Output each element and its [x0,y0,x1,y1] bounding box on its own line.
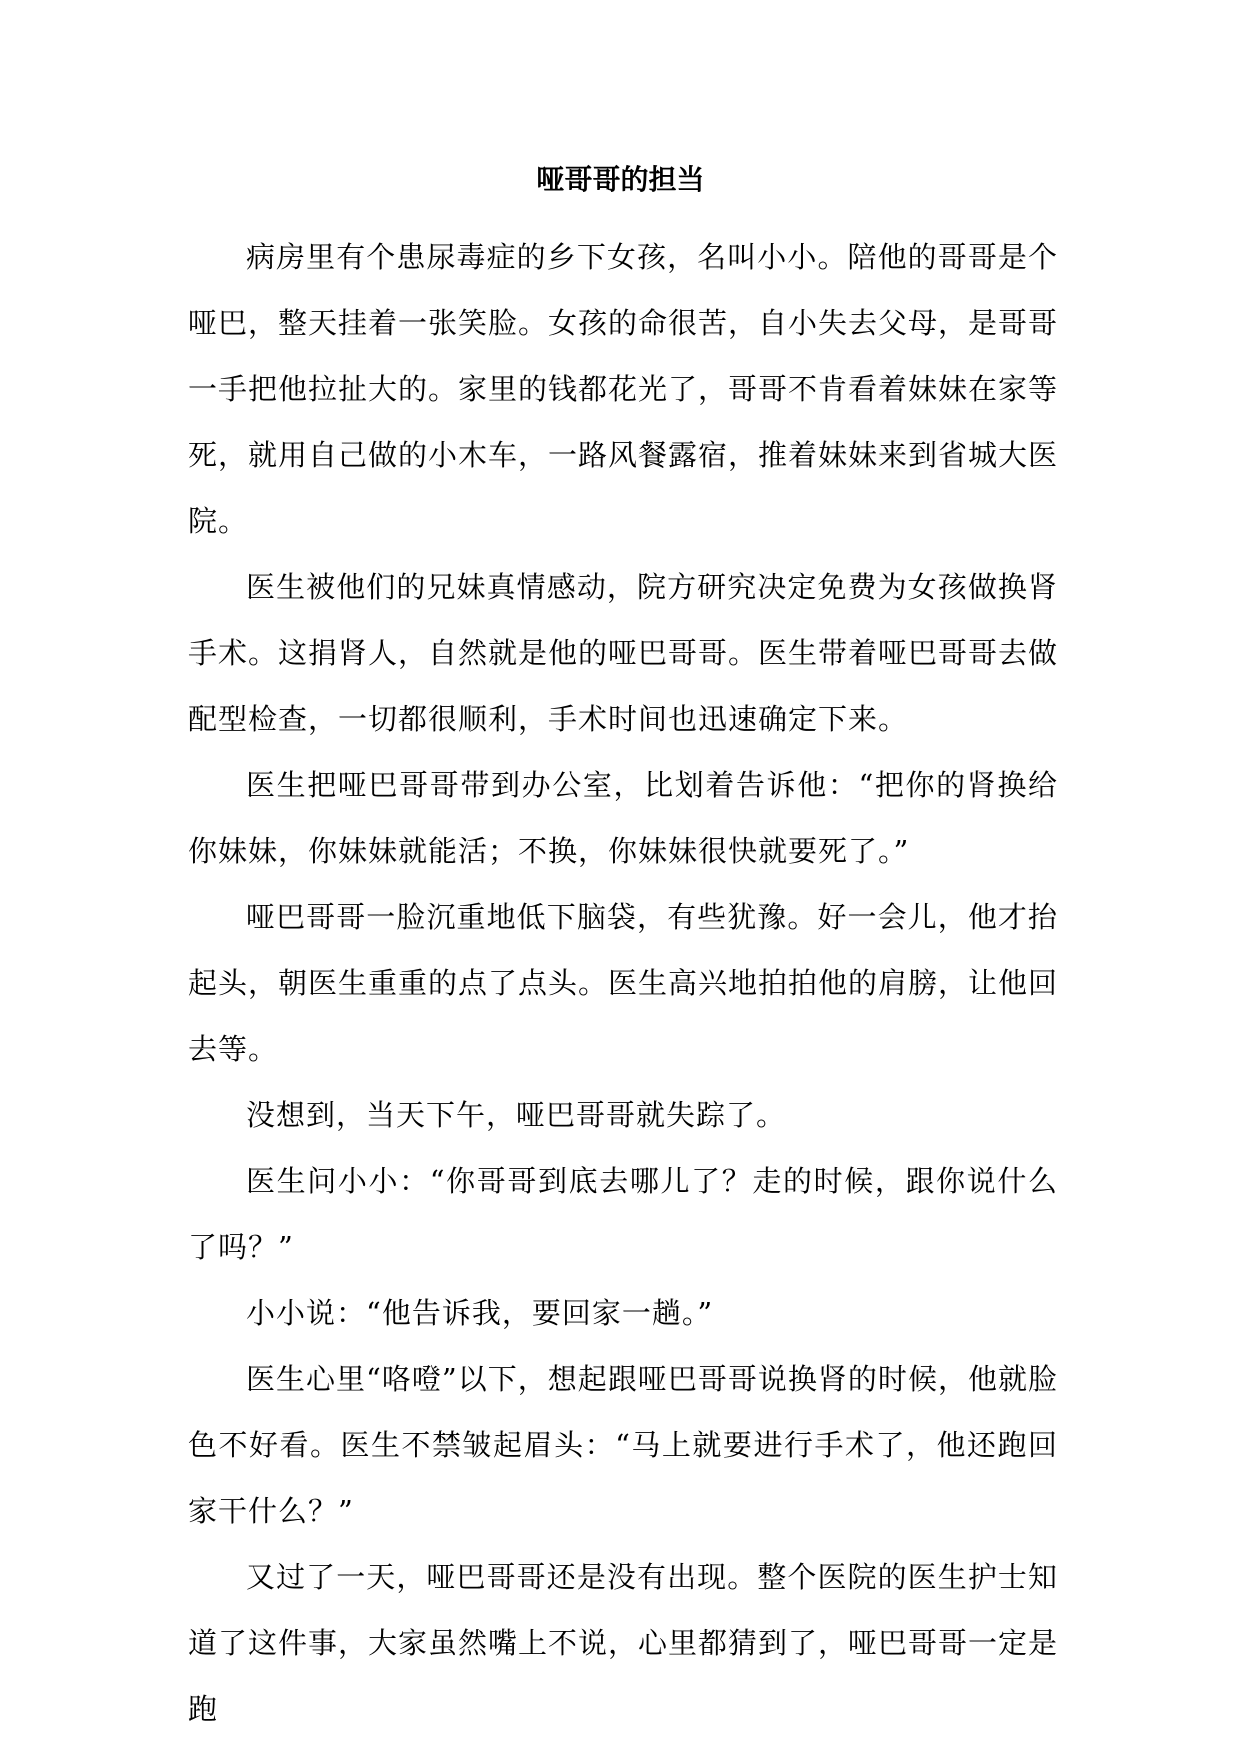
paragraph: 医生问小小：“你哥哥到底去哪儿了？走的时候，跟你说什么了吗？” [188,1164,1058,1264]
paragraph: 哑巴哥哥一脸沉重地低下脑袋，有些犹豫。好一会儿，他才抬起头，朝医生重重的点了点头。医生高兴地拍拍他的肩膀，让他回去等。 [188,900,1059,1066]
paragraph: 医生心里“咯噔”以下，想起跟哑巴哥哥说换肾的时候，他就脸色不好看。医生不禁皱起眉头：“马上就要进行手术了，他还跑回家干什么？” [188,1362,1058,1528]
paragraph: 医生被他们的兄妹真情感动，院方研究决定免费为女孩做换肾手术。这捐肾人，自然就是他的哑巴哥哥。医生带着哑巴哥哥去做配型检查，一切都很顺利，手术时间也迅速确定下来。 [188,570,1059,736]
document-title: 哑哥哥的担当 [536,163,705,196]
paragraph: 又过了一天，哑巴哥哥还是没有出现。整个医院的医生护士知道了这件事，大家虽然嘴上不说，心里都猜到了，哑巴哥哥一定是跑 [188,1560,1059,1726]
document-body [188,224,1058,1742]
paragraph: 没想到，当天下午，哑巴哥哥就失踪了。 [246,1098,787,1132]
paragraph: 病房里有个患尿毒症的乡下女孩，名叫小小。陪他的哥哥是个哑巴，整天挂着一张笑脸。女孩的命很苦，自小失去父母，是哥哥一手把他拉扯大的。家里的钱都花光了，哥哥不肯看着妹妹在家等死，就用自己做的小木车，一路风餐露宿，推着妹妹来到省城大医院。 [188,240,1059,538]
paragraph: 小小说：“他告诉我，要回家一趟。” [246,1296,714,1330]
paragraph: 医生把哑巴哥哥带到办公室，比划着告诉他：“把你的肾换给你妹妹，你妹妹就能活；不换，你妹妹很快就要死了。” [188,768,1058,868]
